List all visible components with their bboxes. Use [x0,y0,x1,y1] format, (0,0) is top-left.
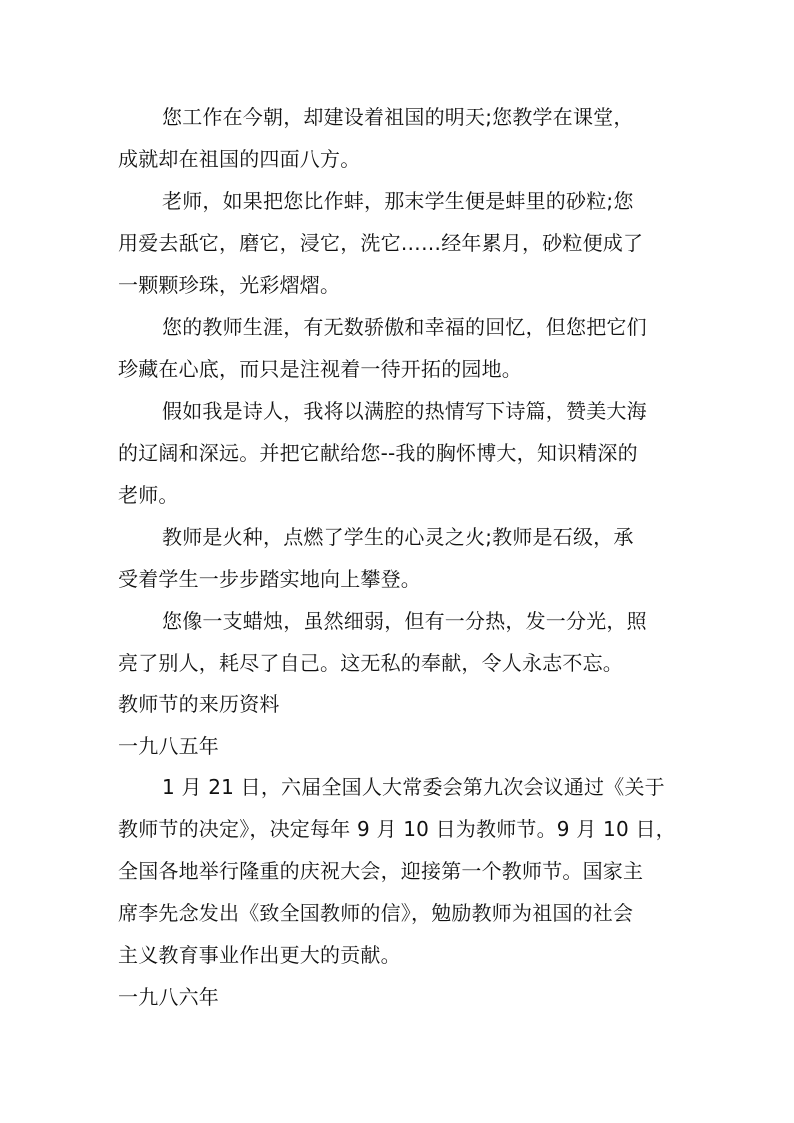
paragraph-6-line-1: 您像一支蜡烛，虽然细弱，但有一分热，发一分光，照 [162,609,647,633]
year-heading-1986: 一九八六年 [118,985,219,1009]
paragraph-3-line-2: 珍藏在心底，而只是注视着一待开拓的园地。 [118,357,522,381]
section-heading: 教师节的来历资料 [118,692,280,716]
paragraph-7-line-5: 主义教育事业作出更大的贡献。 [118,943,401,967]
paragraph-2-line-2: 用爱去舐它，磨它，浸它，洗它……经年累月，砂粒便成了 [118,231,644,255]
paragraph-2-line-1: 老师，如果把您比作蚌，那末学生便是蚌里的砂粒;您 [162,189,634,213]
paragraph-6-line-2: 亮了别人，耗尽了自己。这无私的奉献，令人永志不忘。 [118,651,623,675]
paragraph-5-line-2: 受着学生一步步踏实地向上攀登。 [118,567,421,591]
year-heading-1985: 一九八五年 [118,734,219,758]
paragraph-4-line-1: 假如我是诗人，我将以满腔的热情写下诗篇，赞美大海 [162,399,647,423]
paragraph-7-line-2: 教师节的决定》，决定每年 9 月 10 日为教师节。9 月 10 日， [118,817,676,841]
paragraph-4-line-3: 老师。 [118,483,179,507]
paragraph-1-line-2: 成就却在祖国的四面八方。 [118,147,361,171]
paragraph-2-line-3: 一颗颗珍珠，光彩熠熠。 [118,273,341,297]
paragraph-7-line-4: 席李先念发出《致全国教师的信》，勉励教师为祖国的社会 [118,901,634,925]
paragraph-1-line-1: 您工作在今朝，却建设着祖国的明天;您教学在课堂， [162,105,634,129]
paragraph-7-line-1: 1 月 21 日，六届全国人大常委会第九次会议通过《关于 [162,775,665,799]
paragraph-3-line-1: 您的教师生涯，有无数骄傲和幸福的回忆，但您把它们 [162,315,647,339]
paragraph-4-line-2: 的辽阔和深远。并把它献给您--我的胸怀博大，知识精深的 [118,441,638,465]
paragraph-5-line-1: 教师是火种，点燃了学生的心灵之火;教师是石级，承 [162,525,634,549]
paragraph-7-line-3: 全国各地举行隆重的庆祝大会，迎接第一个教师节。国家主 [118,859,644,883]
